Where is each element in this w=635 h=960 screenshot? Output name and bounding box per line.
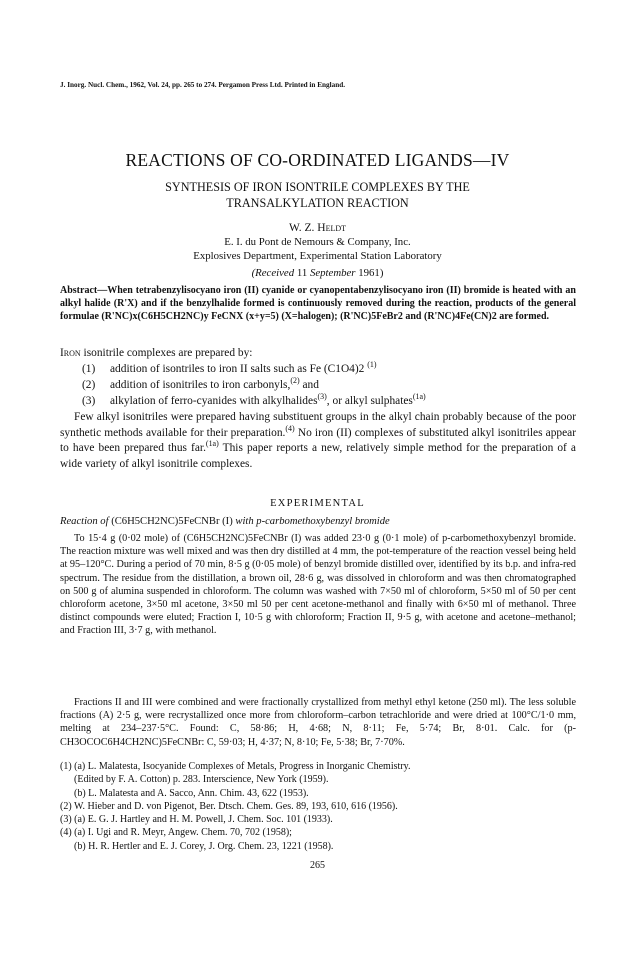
- list-item-text: addition of isontriles to iron II salts such as Fe (C1O4)2: [110, 363, 365, 375]
- list-item: [82, 378, 576, 394]
- paper-subtitle-line-1: SYNTHESIS OF IRON ISONTRILE COMPLEXES BY THE: [165, 180, 470, 194]
- abstract: [60, 284, 576, 323]
- experimental-paragraph-1: To 15·4 g (0·02 mole) of (C6H5CH2NC)5FeCNBr (I) was added 23·0 g (0·1 mole) of p-carbomethoxybenzyl bromide. The reaction mixture was well mixed and was then dry distilled at 4 mm, the pot-temperature of the reaction vessel being held at 95–120°C. During a period of 70 min, 8·5 g (0·05 mole) of benzyl bromide distilled over, identified by its b.p. and infra-red spectrum. The residue from the distillation, a brown oil, 28·6 g, was dissolved in chloroform and was then chromatographed on 500 g of alumina suspended in chloroform. The column was washed with 7×50 ml of chloroform, 5×50 ml of 50 per cent chloroform acetone, 3×50 ml acetone, 3×50 ml 50 per cent acetone-methanol and finally with 6×50 ml of methanol. Three distinct compounds were eluted; Fraction I, 10·5 g with chloroform; Fraction II, 9·5 g, with acetone and acetone–methanol; and Fraction III, 3·7 g, with methanol.: [60, 533, 576, 637]
- section-heading: EXPERIMENTAL: [270, 498, 365, 509]
- para-text: Few alkyl isonitriles were prepared having substituent groups in the alkyl chain probably because of the poor synthetic methods available for their preparation.: [60, 411, 576, 439]
- journal-citation-line: J. Inorg. Nucl. Chem., 1962, Vol. 24, pp. 265 to 274. Pergamon Press Ltd. Printed in England.: [60, 81, 345, 89]
- list-item: [82, 362, 576, 378]
- subsection-heading: [60, 516, 576, 527]
- reference-line: (Edited by F. A. Cotton) p. 283. Interscience, New York (1959).: [74, 774, 329, 786]
- citation-ref: (2): [290, 376, 300, 386]
- intro-sentence: [60, 346, 576, 362]
- reference-line: (1) (a) L. Malatesta, Isocyanide Complexes of Metals, Progress in Inorganic Chemistry.: [60, 761, 411, 772]
- reference-line: (2) W. Hieber and D. von Pigenot, Ber. Dtsch. Chem. Ges. 89, 193, 610, 616 (1956).: [60, 800, 398, 812]
- page-number: 265: [310, 860, 325, 871]
- list-item-text: alkylation of ferro-cyanides with alkylhalides: [110, 395, 318, 407]
- received-date: [60, 267, 575, 279]
- author-name: W. Z. Heldt: [288, 222, 347, 234]
- citation-ref: (3): [317, 392, 327, 402]
- received-year: 1961): [358, 267, 384, 279]
- list-item-text: addition of isonitriles to iron carbonyls,: [110, 379, 291, 391]
- reference-line: (4) (a) I. Ugi and R. Meyr, Angew. Chem. 70, 702 (1958);: [60, 827, 292, 839]
- citation-ref: (1a): [205, 439, 219, 449]
- list-item-number: (2): [82, 379, 96, 391]
- citation-ref: (1a): [412, 392, 426, 402]
- subhead-text: Reaction of: [60, 516, 109, 527]
- abstract-label: Abstract: [60, 285, 98, 296]
- intro-paragraph: [60, 410, 576, 472]
- affiliation-line-1: E. I. du Pont de Nemours & Company, Inc.: [224, 236, 411, 248]
- received-open: (Received: [251, 267, 295, 279]
- para-text: This paper reports a new, relatively simple method for the preparation of a wide variety of alkyl isonitrile complexes.: [60, 442, 576, 470]
- para-text: No iron (II) complexes of substituted alkyl isonitriles appear to have been prepared thus far.: [60, 426, 577, 455]
- intro-text: isonitrile complexes are prepared by:: [80, 347, 253, 359]
- citation-ref: (4): [285, 423, 295, 433]
- reference-line: (3) (a) E. G. J. Hartley and H. M. Powell, J. Chem. Soc. 101 (1933).: [60, 814, 333, 826]
- subhead-text: with p-carbomethoxybenzyl bromide: [235, 516, 390, 527]
- list-item: [82, 394, 576, 410]
- subhead-formula: (C6H5CH2NC)5FeCNBr (I): [108, 516, 236, 527]
- received-day: 11: [296, 267, 308, 279]
- list-item-tail: and: [299, 379, 319, 391]
- list-item-tail: , or alkyl sulphates: [326, 395, 413, 407]
- list-item-number: (3): [82, 395, 96, 407]
- list-item-number: (1): [82, 363, 96, 375]
- received-month: September: [309, 267, 356, 279]
- reference-line: (b) L. Malatesta and A. Sacco, Ann. Chim. 43, 622 (1953).: [74, 787, 309, 799]
- experimental-paragraph-2: Fractions II and III were combined and were fractionally crystallized from methyl ethyl ketone (250 ml). The less soluble fractions (A) 2·5 g, were recrystallized once more from chloroform–carbon tetrachloride and were dried at 100°C/1·0 mm, melting at 234–237·5°C. Found: C, 58·86; H, 4·68; N, 8·11; Fe, 5·74; Br, 8·01. Calc. for (p-CH3OCOC6H4CH2NC)5FeCNBr: C, 59·03; H, 4·37; N, 8·10; Fe, 5·38; Br, 7·70%.: [60, 697, 576, 748]
- paper-title: REACTIONS OF CO-ORDINATED LIGANDS—IV: [125, 150, 510, 170]
- references-footnotes: [60, 760, 576, 853]
- abstract-text: —When tetrabenzylisocyano iron (II) cyanide or cyanopentabenzylisocyano iron (II) bromide is heated with an alkyl halide (R'X) and if the benzylhalide formed is continuously removed during the reaction, products of the general formulae (R'NC)x(C6H5CH2NC)y FeCNX (x+y=5) (X=halogen); (R'NC)5FeBr2 and (R'NC)4Fe(CN)2 are formed.: [60, 285, 576, 322]
- paper-subtitle-line-2: TRANSALKYLATION REACTION: [226, 196, 409, 210]
- reference-line: (b) H. R. Hertler and E. J. Corey, J. Org. Chem. 23, 1221 (1958).: [74, 840, 334, 852]
- affiliation-line-2: Explosives Department, Experimental Station Laboratory: [193, 250, 442, 262]
- citation-ref: (1): [367, 360, 377, 370]
- intro-first-word: Iron: [60, 347, 81, 359]
